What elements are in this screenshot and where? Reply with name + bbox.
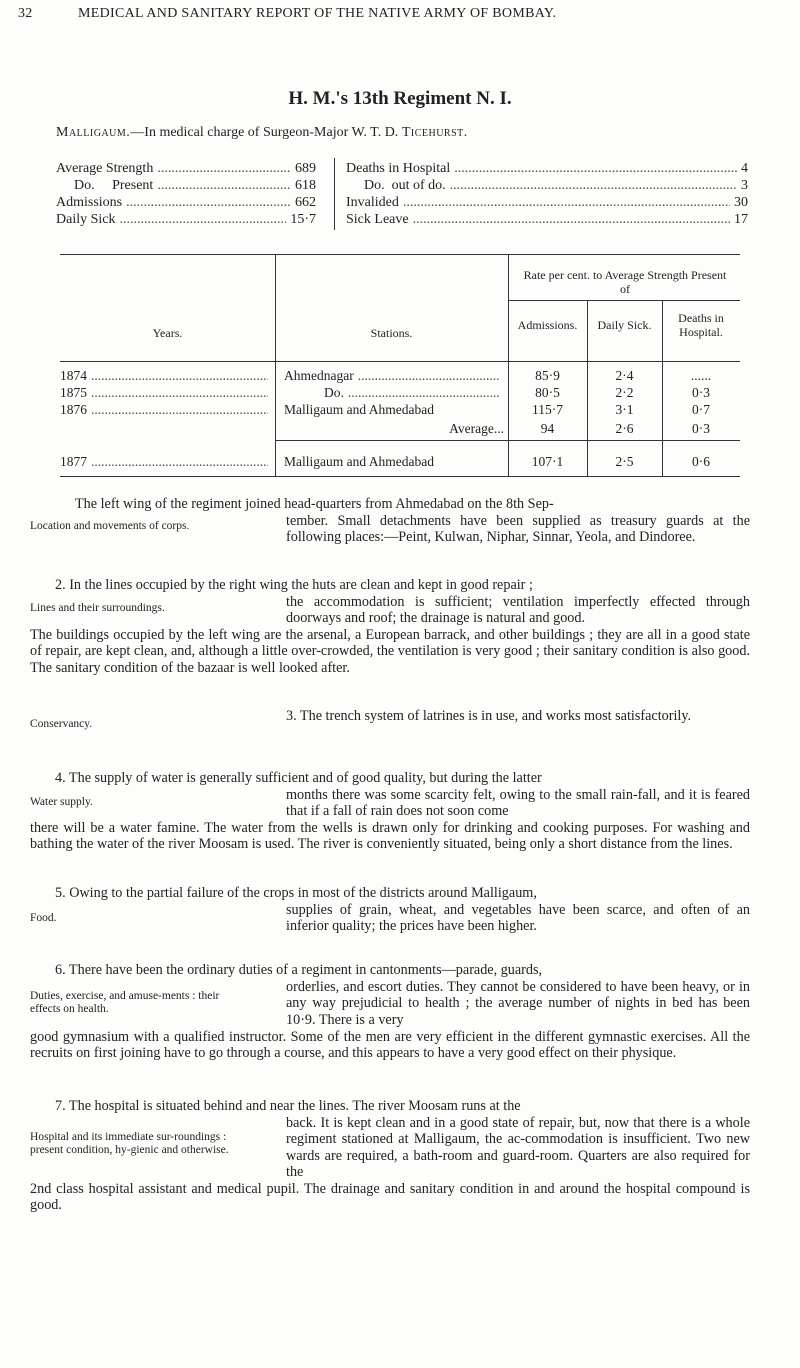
summary-row bbox=[56, 194, 316, 211]
marginal-note-lines: Lines and their surroundings. bbox=[30, 602, 165, 614]
marginal-note-duties: Duties, exercise, and amuse-ments : their effects on health. bbox=[30, 990, 220, 1015]
para-2-rest: The buildings occupied by the left wing are the arsenal, a European barrack, and other buildings ; they are all in a good state of repair, are kept clean, and, although a little over-crowded, the ventilation is very good ; their sanitary condition is also good. The sanitary condition of the bazaar is well looked after. bbox=[30, 627, 750, 676]
para-7-lead: 7. The hospital is situated behind and near the lines. The river Moosam runs at the bbox=[55, 1098, 521, 1114]
summary-row bbox=[346, 177, 748, 194]
para-3-body: 3. The trench system of latrines is in use, and works most satisfactorily. bbox=[286, 708, 692, 724]
medical-charge-line bbox=[56, 125, 468, 141]
deaths-cell: 0·6 bbox=[692, 454, 710, 469]
station-text: Do. bbox=[324, 385, 344, 400]
summary-row bbox=[346, 160, 748, 177]
para-2-lead: 2. In the lines occupied by the right wing the huts are clean and kept in good repair ; bbox=[55, 577, 533, 593]
year-cell: 1874 bbox=[60, 368, 87, 383]
summary-value: 662 bbox=[295, 195, 316, 210]
marginal-note-water: Water supply. bbox=[30, 796, 93, 808]
station-cell bbox=[284, 385, 504, 401]
para-7-rest: 2nd class hospital assistant and medical pupil. The drainage and sanitary condition in and around the hospital compound is good. bbox=[30, 1181, 750, 1214]
col-admissions: Admissions. bbox=[517, 318, 578, 332]
station-text: Ahmednagar bbox=[284, 368, 354, 383]
table-bottom-rule bbox=[60, 476, 740, 477]
para-2-body: the accommodation is sufficient; ventilation imperfectly effected through doorways and roof; the drainage is natural and good. bbox=[286, 594, 750, 627]
station-cell: Malligaum and Ahmedabad bbox=[284, 402, 434, 417]
summary-value: 3 bbox=[741, 178, 748, 193]
marginal-note-conservancy: Conservancy. bbox=[30, 718, 93, 730]
year-cell: 1875 bbox=[60, 385, 87, 400]
surgeon-name: Ticehurst. bbox=[401, 125, 468, 140]
average-label: Average... bbox=[449, 421, 504, 436]
page-number: 32 bbox=[18, 6, 33, 21]
col-group-rate: Rate per cent. to Average Strength Present of bbox=[523, 268, 727, 296]
para-4-body: months there was some scarcity felt, owing to the small rain-fall, and it is feared that if a fall of rain does not soon come bbox=[286, 787, 750, 820]
summary-label: Daily Sick bbox=[56, 212, 116, 227]
station-cell: Malligaum and Ahmedabad bbox=[284, 454, 434, 469]
daily-sick-cell: 2·2 bbox=[615, 385, 634, 400]
daily-sick-cell: 3·1 bbox=[615, 402, 634, 417]
summary-label: Average Strength bbox=[56, 161, 154, 176]
admissions-cell: 85·9 bbox=[535, 368, 560, 383]
para-4-lead: 4. The supply of water is generally sufficient and of good quality, but during the latter bbox=[55, 770, 542, 786]
para-7-body: back. It is kept clean and in a good state of repair, but, now that there is a whole regiment stationed at Malligaum, the ac-commodation is insufficient. Two new wards are required, a bath-room and guard-room. Quarters are also required for the bbox=[286, 1115, 750, 1181]
para-6-rest: good gymnasium with a qualified instructor. Some of the men are very efficient in the different gymnastic exercises. All the recruits on first joining have to go through a course, and this appears to have a very good effect on their physique. bbox=[30, 1029, 750, 1062]
summary-row bbox=[56, 160, 316, 177]
table-hrule bbox=[508, 300, 740, 301]
deaths-cell: ...... bbox=[690, 368, 712, 383]
col-daily-sick: Daily Sick. bbox=[597, 318, 652, 332]
summary-label: Deaths in Hospital bbox=[346, 161, 451, 176]
station-name: Malligaum. bbox=[56, 125, 131, 140]
summary-label: Sick Leave bbox=[346, 212, 409, 227]
regiment-heading: H. M.'s 13th Regiment N. I. bbox=[288, 88, 512, 109]
summary-row bbox=[56, 177, 316, 194]
summary-label: Do. Present bbox=[74, 178, 154, 193]
admissions-cell: 80·5 bbox=[535, 385, 560, 400]
table-vrule bbox=[275, 254, 276, 476]
marginal-note-location: Location and movements of corps. bbox=[30, 520, 190, 532]
admissions-cell: 107·1 bbox=[531, 454, 564, 469]
station-cell bbox=[284, 368, 504, 384]
average-admissions: 94 bbox=[540, 421, 555, 436]
summary-value: 15·7 bbox=[290, 212, 316, 227]
table-row bbox=[60, 402, 272, 418]
table-vrule bbox=[508, 254, 509, 476]
deaths-cell: 0·7 bbox=[692, 402, 710, 417]
para-1-body: tember. Small detachments have been supplied as treasury guards at the following places:—Peint, Kulwan, Niphar, Sinnar, Yeola, and Dindoree. bbox=[286, 513, 750, 546]
table-hrule bbox=[275, 440, 740, 441]
table-row bbox=[60, 454, 272, 470]
summary-value: 618 bbox=[295, 178, 316, 193]
summary-right bbox=[346, 160, 748, 228]
summary-row bbox=[56, 211, 316, 228]
marginal-note-hospital: Hospital and its immediate sur-roundings : present condition, hy-gienic and otherwise. bbox=[30, 1131, 229, 1156]
para-5-body: supplies of grain, wheat, and vegetables have been scarce, and often of an inferior quality; the prices have been higher. bbox=[286, 902, 750, 935]
col-stations: Stations. bbox=[370, 326, 413, 340]
summary-value: 17 bbox=[734, 212, 748, 227]
year-cell: 1876 bbox=[60, 402, 87, 417]
daily-sick-cell: 2·4 bbox=[615, 368, 634, 383]
table-header-rule bbox=[60, 361, 740, 362]
year-cell: 1877 bbox=[60, 454, 87, 469]
average-deaths: 0·3 bbox=[692, 421, 710, 436]
para-6-lead: 6. There have been the ordinary duties of a regiment in cantonments—parade, guards, bbox=[55, 962, 543, 978]
summary-divider bbox=[334, 158, 335, 230]
admissions-cell: 115·7 bbox=[532, 402, 563, 417]
table-row bbox=[60, 368, 272, 384]
table-row bbox=[60, 385, 272, 401]
summary-left bbox=[56, 160, 316, 228]
summary-value: 689 bbox=[295, 161, 316, 176]
summary-label: Admissions bbox=[56, 195, 123, 210]
summary-value: 30 bbox=[734, 195, 748, 210]
summary-label: Do. out of do. bbox=[364, 178, 446, 193]
medical-charge-text: —In medical charge of Surgeon-Major W. T. D. bbox=[130, 125, 402, 140]
deaths-cell: 0·3 bbox=[692, 385, 710, 400]
summary-row bbox=[346, 194, 748, 211]
summary-value: 4 bbox=[741, 161, 748, 176]
summary-row bbox=[346, 211, 748, 228]
running-head-title: MEDICAL AND SANITARY REPORT OF THE NATIVE ARMY OF BOMBAY. bbox=[78, 6, 557, 21]
average-daily-sick: 2·6 bbox=[615, 421, 634, 436]
marginal-note-food: Food. bbox=[30, 912, 57, 924]
col-years: Years. bbox=[152, 326, 183, 340]
summary-label: Invalided bbox=[346, 195, 399, 210]
col-deaths: Deaths in Hospital. bbox=[678, 311, 724, 339]
para-4-rest: there will be a water famine. The water from the wells is drawn only for drinking and cooking purposes. For washing and bathing the water of the river Moosam is used. The river is conveniently situated, being only a short distance from the lines. bbox=[30, 820, 750, 853]
para-6-body: orderlies, and escort duties. They cannot be considered to have been heavy, or in any way prejudicial to health ; the average number of nights in bed has been 10·9. There is a very bbox=[286, 979, 750, 1028]
table-top-rule bbox=[60, 254, 740, 255]
para-1-lead: The left wing of the regiment joined head-quarters from Ahmedabad on the 8th Sep- bbox=[75, 496, 554, 512]
para-5-lead: 5. Owing to the partial failure of the crops in most of the districts around Malligaum, bbox=[55, 885, 537, 901]
daily-sick-cell: 2·5 bbox=[615, 454, 634, 469]
